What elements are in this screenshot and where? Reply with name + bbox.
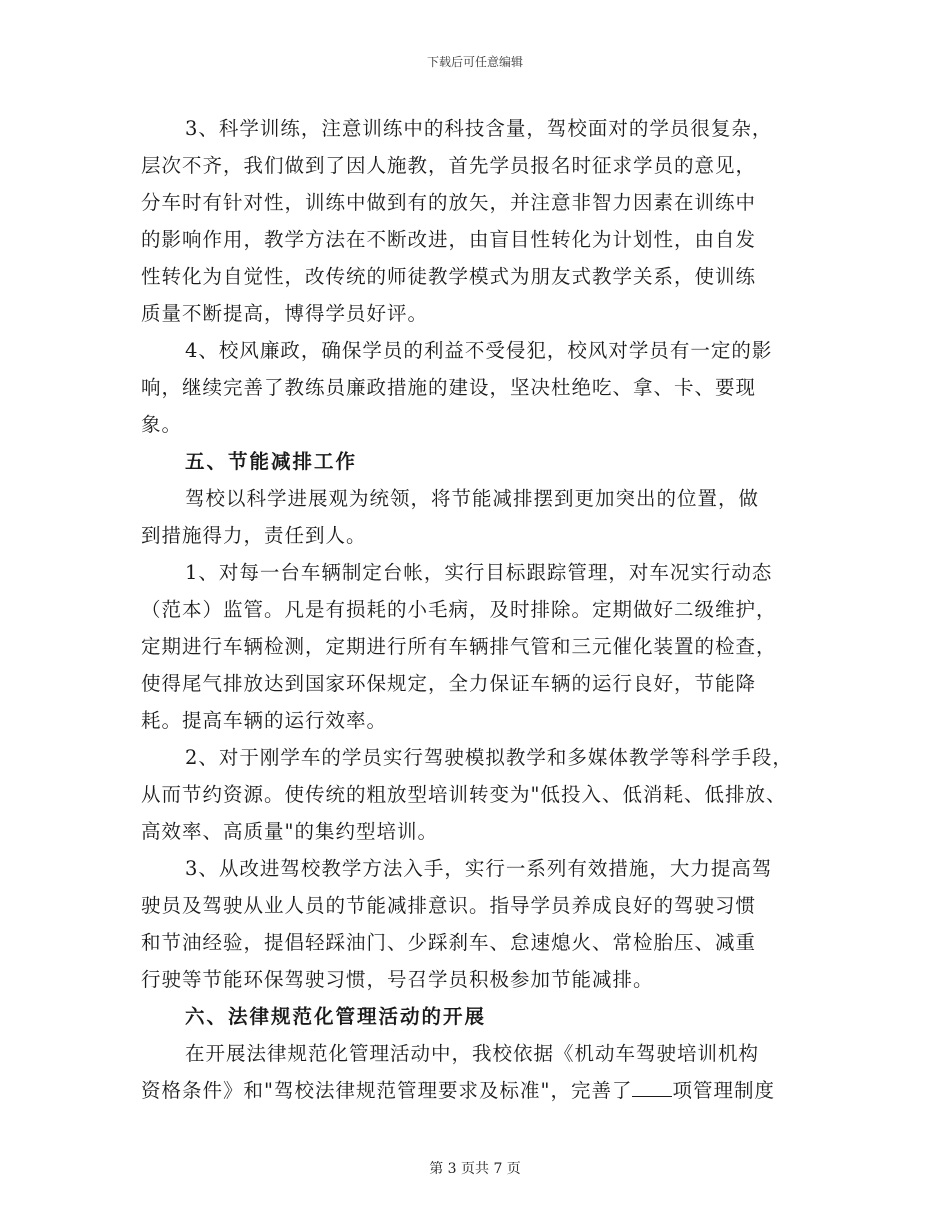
paragraph-line: 性转化为自觉性，改传统的师徒教学模式为朋友式教学关系，使训练 (141, 265, 757, 288)
paragraph-line: 定期进行车辆检测，定期进行所有车辆排气管和三元催化装置的检查， (141, 635, 777, 658)
section-heading: 五、节能减排工作 (185, 450, 358, 473)
paragraph-line: 驶员及驾驶从业人员的节能减排意识。指导学员养成良好的驾驶习惯 (141, 894, 757, 917)
paragraph-line: 使得尾气排放达到国家环保规定，全力保证车辆的运行良好，节能降 (141, 672, 757, 695)
fill-in-blank (632, 1074, 672, 1097)
paragraph-line: 在开展法律规范化管理活动中，我校依据《机动车驾驶培训机构 (185, 1042, 760, 1065)
paragraph-line: 层次不齐，我们做到了因人施教，首先学员报名时征求学员的意见， (141, 154, 757, 177)
paragraph-line: 驾校以科学进展观为统领，将节能减排摆到更加突出的位置，做 (185, 487, 760, 510)
paragraph-line: 从而节约资源。使传统的粗放型培训转变为"低投入、低消耗、低排放、 (141, 783, 787, 806)
paragraph-line: 到措施得力，责任到人。 (141, 524, 367, 547)
paragraph-line: 和节油经验，提倡轻踩油门、少踩刹车、怠速熄火、常检胎压、减重 (141, 931, 757, 954)
line-text: 资格条件》和"驾校法律规范管理要求及标准"，完善了 (141, 1079, 633, 1102)
paragraph-line: 4、校风廉政，确保学员的利益不受侵犯，校风对学员有一定的影 (185, 339, 773, 362)
line-text: 项管理制度 (672, 1079, 775, 1102)
section-heading: 六、法律规范化管理活动的开展 (185, 1005, 487, 1028)
paragraph-line: 象。 (141, 413, 183, 436)
paragraph-line: 的影响作用，教学方法在不断改进，由盲目性转化为计划性，由自发 (141, 228, 757, 251)
page-footer: 第 3 页共 7 页 (429, 1161, 521, 1177)
paragraph-line: 响，继续完善了教练员廉政措施的建设，坚决杜绝吃、拿、卡、要现 (141, 376, 757, 399)
paragraph-line: （范本）监管。凡是有损耗的小毛病，及时排除。定期做好二级维护， (141, 598, 777, 621)
paragraph-line: 2、对于刚学车的学员实行驾驶模拟教学和多媒体教学等科学手段， (185, 746, 793, 769)
page-header: 下载后可任意编辑 (426, 55, 523, 69)
paragraph-line: 分车时有针对性，训练中做到有的放矢，并注意非智力因素在训练中 (141, 191, 757, 214)
paragraph-line: 耗。提高车辆的运行效率。 (141, 709, 388, 732)
paragraph-line: 高效率、高质量"的集约型培训。 (141, 820, 438, 843)
paragraph-line (141, 1072, 821, 1109)
paragraph-line: 3、科学训练，注意训练中的科技含量，驾校面对的学员很复杂， (185, 117, 773, 140)
paragraph-line: 1、对每一台车辆制定台帐，实行目标跟踪管理，对车况实行动态 (185, 561, 773, 584)
paragraph-line: 质量不断提高，博得学员好评。 (141, 302, 429, 325)
paragraph-line: 行驶等节能环保驾驶习惯，号召学员积极参加节能减排。 (141, 968, 654, 991)
document-body (141, 110, 821, 1109)
paragraph-line: 3、从改进驾校教学方法入手，实行一系列有效措施，大力提高驾 (185, 857, 773, 880)
